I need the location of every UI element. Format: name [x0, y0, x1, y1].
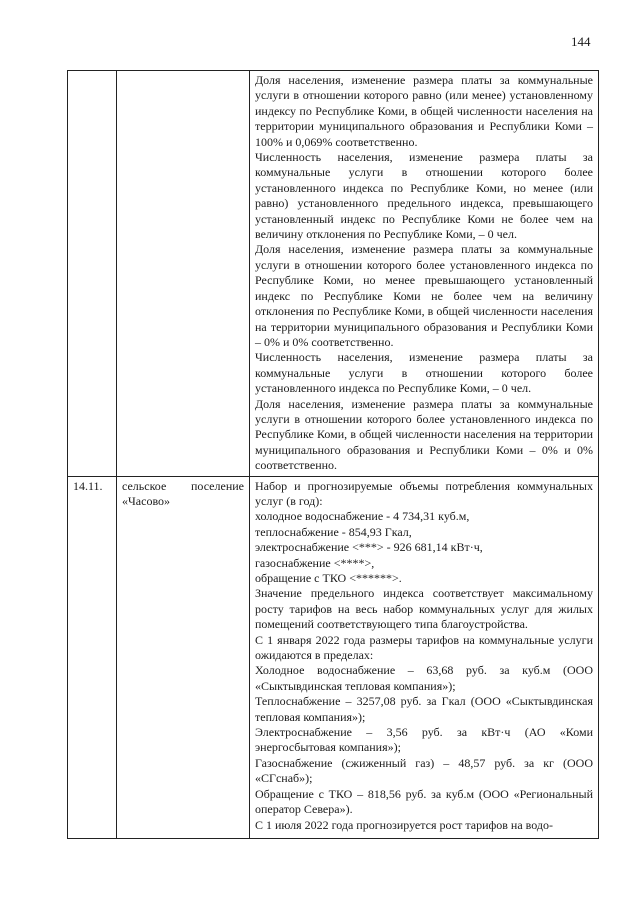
- paragraph: Набор и прогнозируемые объемы потребления коммунальных услуг (в год):: [255, 478, 593, 508]
- paragraph: Доля населения, изменение размера платы за коммунальные услуги в отношении которого равно (или менее) установленному индексу по Республике Коми, в общей численности населения на территории муниципального образования и Республики Коми – 100% и 0,069% соответственно.: [255, 73, 593, 149]
- paragraph: Численность населения, изменение размера платы за коммунальные услуги в отношении которого более установленного индекса по Республике Коми, – 0 чел.: [255, 350, 593, 396]
- place-type: поселение: [190, 478, 244, 493]
- list-item: газоснабжение <****>,: [255, 555, 375, 570]
- description-cell: [250, 476, 599, 838]
- paragraph: Доля населения, изменение размера платы за коммунальные услуги в отношении которого более установленного индекса по Республике Коми, но менее превышающего установленный индекс по Республике Коми не более чем на величину отклонения по Республике Коми, в общей численности населения на территории муниципального образования и Республики Коми – 0% и 0% соответственно.: [255, 242, 593, 349]
- paragraph: Газоснабжение (сжиженный газ) – 48,57 руб. за кг (ООО «СГснаб»);: [255, 755, 593, 786]
- number-cell: [68, 71, 117, 477]
- place-cell: [117, 71, 250, 477]
- place-type: сельское: [122, 478, 167, 493]
- page-number: 144: [571, 34, 591, 49]
- paragraph: Холодное водоснабжение – 63,68 руб. за куб.м (ООО «Сыктывдинская тепловая компания»);: [255, 663, 593, 693]
- list-item: теплоснабжение - 854,93 Гкал,: [255, 524, 412, 539]
- tariff-table: [67, 70, 599, 839]
- place-cell: [117, 476, 250, 838]
- list-item: электроснабжение <***> - 926 681,14 кВт·ч,: [255, 540, 483, 555]
- place-name: «Часово»: [122, 493, 171, 508]
- paragraph: С 1 июля 2022 года прогнозируется рост тарифов на водо-: [255, 817, 554, 832]
- paragraph: Электроснабжение – 3,56 руб. за кВт·ч (АО «Коми энергосбытовая компания»);: [255, 725, 593, 755]
- table-row: [68, 71, 599, 477]
- paragraph: Обращение с ТКО – 818,56 руб. за куб.м (ООО «Региональный оператор Севера»).: [255, 786, 593, 817]
- paragraph: Численность населения, изменение размера платы за коммунальные услуги в отношении которого более установленного индекса по Республике Коми, но менее (или равно) установленного предельного индекса, превышающего установленный индекс по Республике Коми не более чем на величину отклонения по Республике Коми, – 0 чел.: [255, 150, 593, 242]
- paragraph: Значение предельного индекса соответствует максимальному росту тарифов на весь набор коммунальных услуг для жилых помещений соответствующего типа благоустройства.: [255, 586, 593, 632]
- description-cell: [250, 71, 599, 477]
- paragraph: Доля населения, изменение размера платы за коммунальные услуги в отношении которого более установленного индекса по Республике Коми, в общей численности населения на территории муниципального образования и Республики Коми – 0% и 0% соответственно.: [255, 396, 593, 473]
- paragraph: Теплоснабжение – 3257,08 руб. за Гкал (ООО «Сыктывдинская тепловая компания»);: [255, 694, 593, 724]
- table-row: [68, 476, 599, 838]
- row-number: 14.11.: [68, 476, 117, 838]
- list-item: обращение с ТКО <******>.: [255, 571, 402, 585]
- paragraph: С 1 января 2022 года размеры тарифов на коммунальные услуги ожидаются в пределах:: [255, 632, 593, 663]
- list-item: холодное водоснабжение - 4 734,31 куб.м,: [255, 509, 470, 524]
